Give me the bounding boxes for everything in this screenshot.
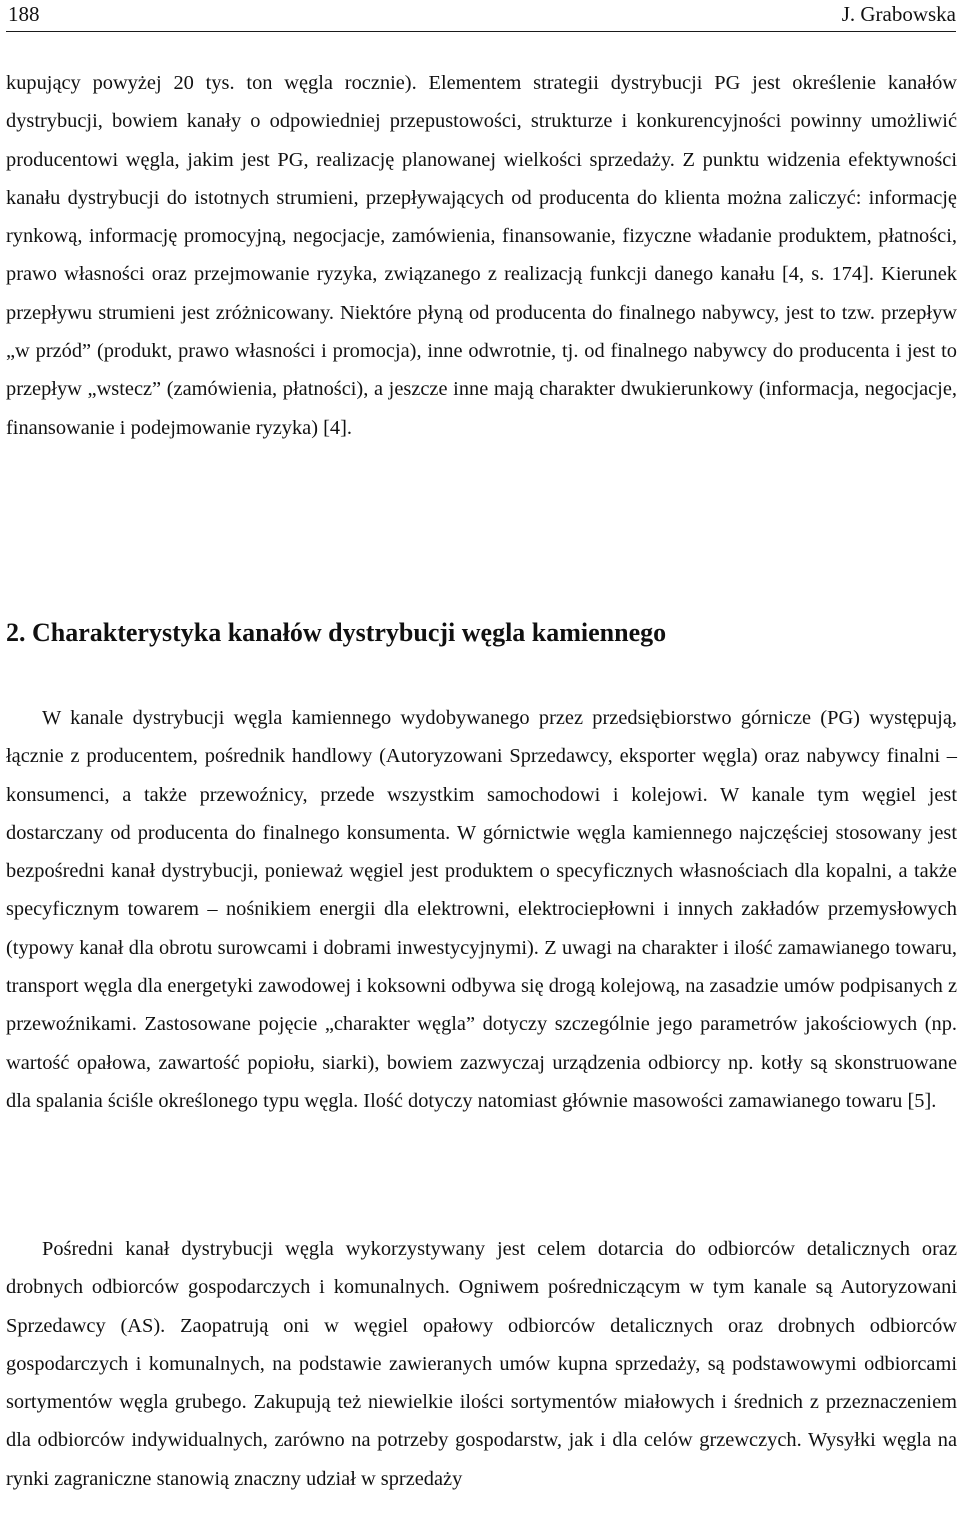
section-heading: 2. Charakterystyka kanałów dystrybucji węgla kamiennego bbox=[6, 618, 667, 647]
paragraph-channel-description: W kanale dystrybucji węgla kamiennego wydobywanego przez przedsiębiorstwo górnicze (PG) występują, łącznie z producentem, pośrednik handlowy (Autoryzowani Sprzedawcy, eksporter węgla) oraz nabywcy finalni – konsumenci, a także przewoźnicy, przede wszystkim samochodowi i kolejowi. W kanale tym węgiel jest dostarczany od producenta do finalnego konsumenta. W górnictwie węgla kamiennego najczęściej stosowany jest bezpośredni kanał dystrybucji, ponieważ węgiel jest produktem o specyficznych własnościach dla kopalni, a także specyficznym towarem – nośnikiem energii dla elektrowni, elektrociepłowni i innych zakładów przemysłowych (typowy kanał dla obrotu surowcami i dobrami inwestycyjnymi). Z uwagi na charakter i ilość zamawianego towaru, transport węgla dla energetyki zawodowej i koksowni odbywa się drogą kolejową, na zasadzie umów podpisanych z przewoźnikami. Zastosowane pojęcie „charakter węgla” dotyczy szczególnie jego parametrów jakościowych (np. wartość opałowa, zawartość popiołu, siarki), bowiem zazwyczaj urządzenia odbiorcy np. kotły są skonstruowane dla spalania ściśle określonego typu węgla. Ilość dotyczy natomiast głównie masowości zamawianego towaru [5]. bbox=[6, 707, 957, 1112]
running-head bbox=[8, 0, 956, 30]
header-rule bbox=[6, 31, 956, 32]
paragraph-indirect-channel: Pośredni kanał dystrybucji węgla wykorzystywany jest celem dotarcia do odbiorców detalicznych oraz drobnych odbiorców gospodarczych i komunalnych. Ogniwem pośredniczącym w tym kanale są Autoryzowani Sprzedawcy (AS). Zaopatrują oni w węgiel opałowy odbiorców detalicznych oraz drobnych odbiorców gospodarczych i komunalnych, na podstawie zawieranych umów kupna sprzedaży, są podstawowymi odbiorcami sortymentów węgla grubego. Zakupują też niewielkie ilości sortymentów miałowych i średnich z przeznaczeniem dla odbiorców indywidualnych, zarówno na potrzeby gospodarstw, jak i dla celów grzewczych. Wysyłki węgla na rynki zagraniczne stanowią znaczny udział w sprzedaży bbox=[6, 1238, 957, 1490]
paragraph-intro: kupujący powyżej 20 tys. ton węgla rocznie). Elementem strategii dystrybucji PG jest określenie kanałów dystrybucji, bowiem kanały o odpowiedniej przepustowości, strukturze i konkurencyjności powinny umożliwić producentowi węgla, jakim jest PG, realizację planowanej wielkości sprzedaży. Z punktu widzenia efektywności kanału dystrybucji do istotnych strumieni, przepływających od producenta do klienta można zaliczyć: informację rynkową, informację promocyjną, negocjacje, zamówienia, finansowanie, fizyczne władanie produktem, płatności, prawo własności oraz przejmowanie ryzyka, związanego z realizacją funkcji danego kanału [4, s. 174]. Kierunek przepływu strumieni jest zróżnicowany. Niektóre płyną od producenta do finalnego nabywcy, jest to tzw. przepływ „w przód” (produkt, prawo własności i promocja), inne odwrotnie, tj. od finalnego nabywcy do producenta i jest to przepływ „wstecz” (zamówienia, płatności), a jeszcze inne mają charakter dwukierunkowy (informacja, negocjacje, finansowanie i podejmowanie ryzyka) [4]. bbox=[6, 72, 957, 439]
running-head-author: J. Grabowska bbox=[841, 2, 956, 26]
page-number: 188 bbox=[8, 2, 40, 26]
